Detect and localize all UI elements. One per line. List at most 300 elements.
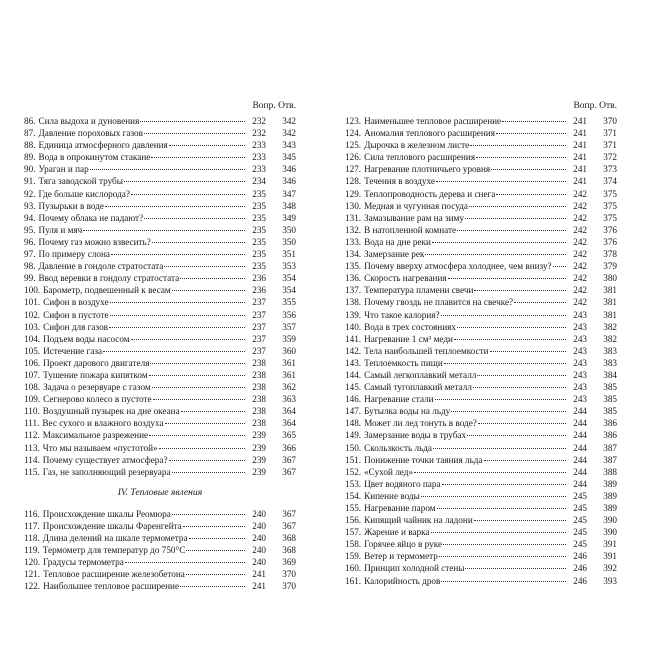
question-page: 243 xyxy=(573,394,587,405)
contents-entry xyxy=(24,532,296,544)
dot-leader xyxy=(124,181,245,182)
question-page: 243 xyxy=(573,382,587,393)
answer-page: 386 xyxy=(603,430,617,441)
entry-title: Принцип холодной стены xyxy=(364,563,465,574)
section-heading: IV. Тепловые явления xyxy=(117,486,203,498)
dot-leader xyxy=(164,266,245,267)
dot-leader xyxy=(103,351,245,352)
question-page: 237 xyxy=(252,345,266,356)
contents-entry xyxy=(345,345,617,357)
question-page: 239 xyxy=(252,430,266,441)
contents-entry xyxy=(24,520,296,532)
answer-page: 370 xyxy=(282,569,296,580)
entry-title: Жарение и варка xyxy=(364,527,430,538)
answer-page: 388 xyxy=(603,466,617,477)
question-page: 242 xyxy=(573,273,587,284)
question-page: 233 xyxy=(252,152,266,163)
entry-number: 154. xyxy=(345,490,362,501)
contents-entry xyxy=(24,508,296,520)
entry-title: Происхождение шкалы Реомюра xyxy=(42,508,171,519)
question-page: 238 xyxy=(252,418,266,429)
question-page: 242 xyxy=(573,188,587,199)
contents-entry xyxy=(345,550,617,562)
answer-page: 347 xyxy=(282,188,296,199)
answer-page: 360 xyxy=(282,345,296,356)
contents-list xyxy=(24,115,296,478)
entry-number: 125. xyxy=(345,140,362,151)
question-page: 237 xyxy=(252,297,266,308)
dot-leader xyxy=(514,302,566,303)
entry-title: Температура пламени свечи xyxy=(364,285,474,296)
answer-page: 375 xyxy=(603,188,617,199)
entry-title: Сифон в воздухе xyxy=(43,297,109,308)
answer-page: 359 xyxy=(282,333,296,344)
contents-entry xyxy=(24,115,296,127)
answer-page: 368 xyxy=(282,533,296,543)
dot-leader xyxy=(436,181,566,182)
answer-page: 343 xyxy=(282,140,296,151)
entry-title: Воздушный пузырек на дне океана xyxy=(42,406,180,417)
dot-leader xyxy=(465,568,566,569)
answer-page: 361 xyxy=(282,357,296,368)
entry-title: Теплоемкость пищи xyxy=(364,357,443,368)
dot-leader xyxy=(165,423,245,424)
entry-number: 150. xyxy=(345,442,362,453)
entry-title: Тепловое расширение железобетона xyxy=(43,569,185,580)
entry-title: Сила теплового расширения xyxy=(364,152,476,163)
dot-leader xyxy=(172,290,245,291)
dot-leader xyxy=(131,194,245,195)
question-page: 242 xyxy=(573,285,587,296)
header-label: Вопр. Отв. xyxy=(252,101,296,111)
question-page: 235 xyxy=(252,200,266,211)
answer-page: 385 xyxy=(603,406,617,417)
entry-title: Давление в гондоле стратостата xyxy=(38,261,164,272)
answer-page: 386 xyxy=(603,418,617,429)
question-page: 238 xyxy=(252,406,266,417)
answer-page: 348 xyxy=(282,200,296,211)
dot-leader xyxy=(131,339,245,340)
question-page: 246 xyxy=(573,563,587,574)
answer-page: 361 xyxy=(282,369,296,380)
entry-number: 159. xyxy=(345,551,362,562)
contents-entry xyxy=(24,381,296,393)
answer-page: 384 xyxy=(603,369,617,380)
entry-number: 136. xyxy=(345,273,362,284)
contents-entry xyxy=(345,466,617,478)
dot-leader xyxy=(149,435,245,436)
entry-number: 161. xyxy=(345,575,362,586)
dot-leader xyxy=(443,544,566,545)
dot-leader xyxy=(140,121,245,122)
entry-number: 142. xyxy=(345,345,362,356)
contents-entry xyxy=(345,309,617,321)
contents-entry xyxy=(24,188,296,200)
entry-title: Вода в трех состояниях xyxy=(364,321,456,332)
entry-number: 92. xyxy=(24,188,36,199)
entry-number: 129. xyxy=(345,188,362,199)
question-page: 239 xyxy=(252,454,266,465)
dot-leader xyxy=(151,157,245,158)
column-header xyxy=(345,100,617,113)
dot-leader xyxy=(444,363,566,364)
dot-leader xyxy=(183,526,245,527)
entry-title: Вода в опрокинутом стакане xyxy=(38,152,151,163)
entry-title: В натопленной комнате xyxy=(364,224,457,235)
question-page: 243 xyxy=(573,345,587,356)
dot-leader xyxy=(470,145,566,146)
contents-entry xyxy=(24,544,296,556)
question-page: 246 xyxy=(573,575,587,586)
entry-number: 144. xyxy=(345,369,362,380)
entry-title: Скользкость льда xyxy=(364,442,433,453)
entry-number: 157. xyxy=(345,527,362,538)
dot-leader xyxy=(149,375,245,376)
question-page: 243 xyxy=(573,309,587,320)
entry-number: 148. xyxy=(345,418,362,429)
contents-entry xyxy=(345,429,617,441)
answer-page: 345 xyxy=(282,152,296,163)
entry-number: 153. xyxy=(345,478,362,489)
question-page: 242 xyxy=(573,236,587,247)
entry-number: 121. xyxy=(24,569,41,580)
dot-leader xyxy=(439,556,566,557)
entry-number: 128. xyxy=(345,176,362,187)
dot-leader xyxy=(442,484,567,485)
entry-number: 87. xyxy=(24,128,36,139)
answer-page: 342 xyxy=(282,128,296,139)
entry-title: Ввод веревки в гондолу стратостата xyxy=(38,273,180,284)
answer-page: 372 xyxy=(603,152,617,163)
contents-entry xyxy=(345,514,617,526)
dot-leader xyxy=(451,411,566,412)
question-page: 241 xyxy=(252,581,266,592)
dot-leader xyxy=(152,387,245,388)
dot-leader xyxy=(467,435,566,436)
contents-entry xyxy=(345,478,617,490)
entry-number: 140. xyxy=(345,321,362,332)
entry-number: 145. xyxy=(345,382,362,393)
answer-page: 383 xyxy=(603,357,617,368)
question-page: 244 xyxy=(573,406,587,417)
entry-number: 93. xyxy=(24,200,36,211)
entry-title: Медная и чугунная посуда xyxy=(364,200,468,211)
contents-entry xyxy=(345,490,617,502)
entry-number: 117. xyxy=(24,520,40,531)
contents-column-left xyxy=(24,100,296,592)
contents-entry xyxy=(24,284,296,296)
dot-leader xyxy=(169,460,245,461)
dot-leader xyxy=(83,230,245,231)
question-page: 242 xyxy=(573,261,587,272)
entry-number: 86. xyxy=(24,116,36,126)
question-page: 241 xyxy=(573,116,587,126)
contents-entry xyxy=(345,236,617,248)
contents-entry xyxy=(345,442,617,454)
dot-leader xyxy=(448,278,566,279)
entry-number: 114. xyxy=(24,454,40,465)
question-page: 237 xyxy=(252,309,266,320)
question-page: 242 xyxy=(573,212,587,223)
entry-number: 98. xyxy=(24,261,36,272)
question-page: 244 xyxy=(573,466,587,477)
contents-entry xyxy=(345,200,617,212)
dot-leader xyxy=(111,254,245,255)
entry-number: 113. xyxy=(24,442,40,453)
entry-number: 116. xyxy=(24,508,40,519)
contents-entry xyxy=(345,454,617,466)
dot-leader xyxy=(172,514,245,515)
question-page: 235 xyxy=(252,236,266,247)
entry-title: Пуля и мяч xyxy=(38,224,83,235)
question-page: 238 xyxy=(252,382,266,393)
entry-number: 151. xyxy=(345,454,362,465)
contents-entry xyxy=(345,502,617,514)
entry-number: 149. xyxy=(345,430,362,441)
dot-leader xyxy=(490,351,566,352)
contents-entry xyxy=(345,321,617,333)
dot-leader xyxy=(110,315,245,316)
dot-leader xyxy=(457,327,566,328)
answer-page: 375 xyxy=(603,212,617,223)
entry-title: Сифон для газов xyxy=(43,321,109,332)
entry-number: 101. xyxy=(24,297,41,308)
answer-page: 366 xyxy=(282,442,296,453)
contents-entry xyxy=(24,454,296,466)
question-page: 235 xyxy=(252,188,266,199)
entry-number: 132. xyxy=(345,224,362,235)
dot-leader xyxy=(153,399,245,400)
contents-entry xyxy=(24,139,296,151)
question-page: 242 xyxy=(573,297,587,308)
question-page: 243 xyxy=(573,333,587,344)
entry-number: 111. xyxy=(24,418,40,429)
entry-number: 89. xyxy=(24,152,36,163)
contents-entry xyxy=(345,333,617,345)
dot-leader xyxy=(491,169,566,170)
question-page: 232 xyxy=(252,128,266,139)
question-page: 237 xyxy=(252,333,266,344)
answer-page: 381 xyxy=(603,309,617,320)
contents-entry xyxy=(24,345,296,357)
entry-title: Теплопроводность дерева и снега xyxy=(364,188,496,199)
entry-number: 139. xyxy=(345,309,362,320)
dot-leader xyxy=(186,550,245,551)
answer-page: 355 xyxy=(282,297,296,308)
contents-entry xyxy=(345,405,617,417)
dot-leader xyxy=(189,538,245,539)
answer-page: 370 xyxy=(603,116,617,126)
entry-title: Тяга заводской трубы xyxy=(38,176,123,187)
dot-leader xyxy=(431,532,566,533)
answer-page: 392 xyxy=(603,563,617,574)
question-page: 233 xyxy=(252,164,266,175)
dot-leader xyxy=(435,399,566,400)
entry-number: 103. xyxy=(24,321,41,332)
contents-entry xyxy=(345,538,617,550)
entry-title: Происхождение шкалы Фаренгейта xyxy=(42,520,182,531)
answer-page: 346 xyxy=(282,164,296,175)
entry-title: Течения в воздухе xyxy=(364,176,435,187)
contents-entry xyxy=(345,393,617,405)
question-page: 236 xyxy=(252,273,266,284)
answer-page: 349 xyxy=(282,212,296,223)
question-page: 243 xyxy=(573,321,587,332)
answer-page: 381 xyxy=(603,297,617,308)
answer-page: 342 xyxy=(282,116,296,126)
contents-entry xyxy=(24,321,296,333)
answer-page: 371 xyxy=(603,140,617,151)
answer-page: 382 xyxy=(603,321,617,332)
entry-title: Почему гвоздь не плавится на свечке? xyxy=(364,297,514,308)
dot-leader xyxy=(421,496,566,497)
contents-entry xyxy=(345,526,617,538)
question-page: 245 xyxy=(573,539,587,550)
question-page: 241 xyxy=(573,140,587,151)
answer-page: 354 xyxy=(282,273,296,284)
question-page: 245 xyxy=(573,515,587,526)
question-page: 235 xyxy=(252,261,266,272)
contents-entry xyxy=(345,284,617,296)
dot-leader xyxy=(180,278,245,279)
dot-leader xyxy=(477,375,566,376)
contents-entry xyxy=(24,309,296,321)
entry-number: 120. xyxy=(24,557,41,568)
contents-entry xyxy=(24,466,296,478)
contents-entry xyxy=(345,357,617,369)
dot-leader xyxy=(496,133,566,134)
entry-title: Нагревание стали xyxy=(364,394,434,405)
answer-page: 346 xyxy=(282,176,296,187)
entry-number: 109. xyxy=(24,394,41,405)
contents-entry xyxy=(345,188,617,200)
entry-number: 99. xyxy=(24,273,36,284)
dot-leader xyxy=(181,411,245,412)
answer-page: 379 xyxy=(603,261,617,272)
entry-number: 123. xyxy=(345,116,362,126)
question-page: 242 xyxy=(573,224,587,235)
contents-entry xyxy=(24,163,296,175)
question-page: 243 xyxy=(573,357,587,368)
entry-number: 126. xyxy=(345,152,362,163)
entry-number: 138. xyxy=(345,297,362,308)
answer-page: 354 xyxy=(282,285,296,296)
answer-page: 371 xyxy=(603,128,617,139)
entry-title: Максимальное разрежение xyxy=(42,430,149,441)
contents-entry xyxy=(345,163,617,175)
dot-leader xyxy=(169,145,245,146)
contents-entry xyxy=(24,248,296,260)
contents-list xyxy=(345,115,617,587)
contents-entry xyxy=(24,405,296,417)
question-page: 245 xyxy=(573,527,587,538)
answer-page: 367 xyxy=(282,520,296,531)
dot-leader xyxy=(433,448,566,449)
contents-entry xyxy=(345,272,617,284)
contents-entry xyxy=(24,442,296,454)
entry-number: 160. xyxy=(345,563,362,574)
entry-title: Пузырьки в воде xyxy=(38,200,104,211)
entry-title: Тела наибольшей теплоемкости xyxy=(364,345,489,356)
entry-title: Почему вверху атмосфера холоднее, чем внизу? xyxy=(364,261,552,272)
dot-leader xyxy=(484,460,566,461)
entry-number: 115. xyxy=(24,466,40,477)
answer-page: 362 xyxy=(282,382,296,393)
dot-leader xyxy=(476,157,566,158)
entry-number: 107. xyxy=(24,369,41,380)
entry-title: Единица атмосферного давления xyxy=(38,140,168,151)
entry-title: Кипящий чайник на ладони xyxy=(364,515,473,526)
contents-entry xyxy=(345,224,617,236)
dot-leader xyxy=(414,472,566,473)
contents-entry xyxy=(24,236,296,248)
entry-number: 122. xyxy=(24,581,41,592)
entry-title: Что такое калория? xyxy=(364,309,440,320)
entry-number: 146. xyxy=(345,394,362,405)
entry-title: Нагревание плотничьего уровня xyxy=(364,164,491,175)
answer-page: 365 xyxy=(282,430,296,441)
answer-page: 356 xyxy=(282,309,296,320)
answer-page: 374 xyxy=(603,176,617,187)
entry-title: Замазывание рам на зиму xyxy=(364,212,464,223)
dot-leader xyxy=(474,290,566,291)
question-page: 241 xyxy=(573,128,587,139)
entry-number: 102. xyxy=(24,309,41,320)
entry-title: Сила выдоха и дуновения xyxy=(38,116,140,126)
entry-title: По примеру слона xyxy=(38,249,110,260)
contents-entry xyxy=(24,429,296,441)
entry-title: Самый тугоплавкий металл xyxy=(364,382,472,393)
question-page: 244 xyxy=(573,442,587,453)
dot-leader xyxy=(186,574,245,575)
dot-leader xyxy=(437,508,566,509)
dot-leader xyxy=(152,242,245,243)
answer-page: 385 xyxy=(603,394,617,405)
header-label: Вопр. Отв. xyxy=(573,101,617,111)
entry-title: Дырочка в железном листе xyxy=(364,140,470,151)
entry-title: Вода на дне реки xyxy=(364,236,431,247)
answer-page: 353 xyxy=(282,261,296,272)
question-page: 236 xyxy=(252,285,266,296)
column-header xyxy=(24,100,296,113)
question-page: 242 xyxy=(573,249,587,260)
contents-entry xyxy=(345,139,617,151)
entry-title: Градусы термометра xyxy=(43,557,124,568)
entry-number: 88. xyxy=(24,140,36,151)
answer-page: 376 xyxy=(603,224,617,235)
dot-leader xyxy=(502,121,566,122)
entry-title: Замерзание рек xyxy=(364,249,425,260)
question-page: 241 xyxy=(252,569,266,580)
dot-leader xyxy=(159,448,245,449)
question-page: 241 xyxy=(573,152,587,163)
entry-number: 156. xyxy=(345,515,362,526)
dot-leader xyxy=(150,363,245,364)
entry-number: 131. xyxy=(345,212,362,223)
entry-number: 134. xyxy=(345,249,362,260)
contents-entry xyxy=(345,260,617,272)
entry-title: Сифон в пустоте xyxy=(43,309,109,320)
entry-title: Ураган и пар xyxy=(38,164,89,175)
contents-entry xyxy=(345,212,617,224)
dot-leader xyxy=(454,339,566,340)
entry-number: 110. xyxy=(24,406,40,417)
entry-title: Почему газ можно взвесить? xyxy=(38,236,151,247)
entry-number: 147. xyxy=(345,406,362,417)
entry-title: Подъем воды насосом xyxy=(43,333,130,344)
contents-entry xyxy=(24,556,296,568)
contents-entry xyxy=(345,296,617,308)
